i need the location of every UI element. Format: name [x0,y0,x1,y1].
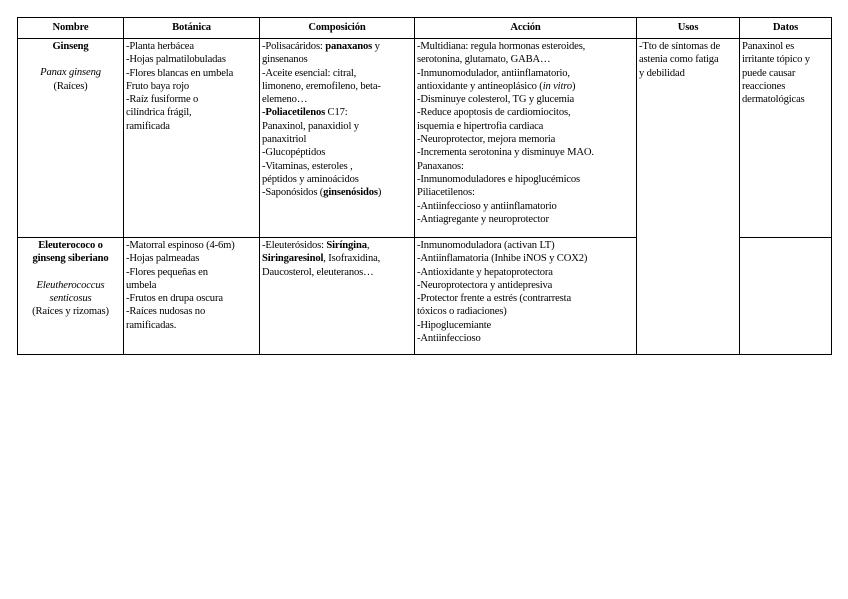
datos-line: dermatológicas [742,94,805,106]
scientific-name: Panax ginseng [40,67,101,79]
cell-botanica-ginseng [124,39,260,238]
accion-line: -Incrementa serotonina y disminuye MAO. [417,147,594,159]
composicion-line: Panaxinol, panaxidiol y [262,120,359,132]
composicion-line [262,186,412,199]
botanica-line: -Raíces nudosas no [126,306,206,318]
accion-line: -Disminuye colesterol, TG y glucemia [417,94,575,106]
accion-line: isquemia e hipertrofia cardiaca [417,120,544,132]
composicion-line: -Glucopéptidos [262,147,326,159]
composicion-line: Daucosterol, eleuteranos… [262,266,374,278]
composicion-line [262,106,412,119]
accion-line: serotonina, glutamato, GABA… [417,54,551,66]
accion-line: -Neuroprotector, mejora memoria [417,134,556,146]
text-run: antioxidante y antineoplásico ( [417,80,543,92]
usos-line: -Tto de síntomas de [639,41,721,52]
accion-line: tóxicos o radiaciones) [417,306,507,318]
header-nombre: Nombre [18,18,124,39]
plant-part: (Raíces y rizomas) [32,306,109,318]
text-run: ) [572,80,576,92]
composicion-line [262,40,412,53]
header-composicion: Composición [260,18,415,39]
botanica-line: -Hojas palmeadas [126,253,200,265]
header-botanica: Botánica [124,18,260,39]
plant-name: Ginseng [52,41,89,52]
datos-line: irritante tópico y [742,54,810,66]
accion-line: -Inmunomoduladores e hipoglucémicos [417,173,581,185]
header-row [18,18,832,39]
botanica-line: -Planta herbácea [126,41,194,52]
datos-line: puede causar [742,67,796,79]
plant-name: Eleuterococo o [38,240,103,251]
accion-line: -Antioxidante y hepatoprotectora [417,266,553,278]
accion-line: -Multidiana: regula hormonas esteroides, [417,41,586,52]
accion-line: -Protector frente a estrés (contrarresta [417,293,571,305]
cell-nombre-ginseng [18,39,124,238]
plant-name: ginseng siberiano [32,253,109,265]
composicion-line: -Vitaminas, esteroles , [262,160,353,172]
cell-nombre-eleuterococo [18,238,124,355]
accion-line: Panaxanos: [417,160,464,172]
cell-datos-ginseng [740,39,832,238]
botanica-line: cilíndrica frágil, [126,107,192,119]
scientific-name: senticosus [49,292,92,304]
cell-accion-ginseng [415,39,637,238]
composicion-line [262,239,412,252]
accion-line: -Hipoglucemiante [417,319,492,331]
accion-line: -Antiinflamatoria (Inhibe iNOS y COX2) [417,253,588,265]
text-run: -Eleuterósidos: [262,240,327,251]
bold-run: ginsenósidos [323,187,378,199]
accion-line: -Inmunomodulador, antiinflamatorio, [417,67,570,79]
cell-composicion-ginseng [260,39,415,238]
accion-line: Piliacetilenos: [417,187,475,199]
text-run: -Saponósidos ( [262,187,324,199]
cell-botanica-eleuterococo [124,238,260,355]
header-datos: Datos [740,18,832,39]
composicion-line [262,252,412,265]
composicion-line: limoneno, eremofileno, beta- [262,80,381,92]
text-run: ) [377,187,382,199]
cell-composicion-eleuterococo [260,238,415,355]
composicion-line: péptidos y aminoácidos [262,173,359,185]
accion-line: -Antiinfeccioso [417,333,481,345]
botanica-line: -Flores blancas en umbela [126,67,234,79]
plant-part: (Raíces) [53,80,88,92]
accion-line: -Antiinfeccioso y antiinflamatorio [417,200,557,212]
composicion-line: panaxitriol [262,134,307,146]
cell-datos-eleuterococo [740,238,832,355]
herbal-monograph-table [17,17,832,355]
datos-line: Panaxinol es [742,41,795,52]
accion-line: -Neuroprotectora y antidepresiva [417,279,553,291]
composicion-line: ginsenanos [262,54,308,66]
bold-run: panaxanos [325,41,373,52]
accion-line [417,80,634,93]
cell-accion-eleuterococo [415,238,637,355]
text-run: , Isofraxidina, [323,253,381,265]
botanica-line: -Matorral espinoso (4-6m) [126,240,235,251]
bold-run: Siringaresinol [262,253,324,265]
botanica-line: -Flores pequeñas en [126,266,208,278]
composicion-line: -Aceite esencial: citral, [262,67,357,79]
accion-line: -Antiagregante y neuroprotector [417,213,549,225]
bold-run: -Poliacetilenos [262,107,326,119]
text-run: -Polisacáridos: [262,41,326,52]
header-accion: Acción [415,18,637,39]
scientific-name: Eleutherococcus [36,279,105,291]
botanica-line: -Hojas palmatilobuladas [126,54,226,66]
accion-line: -Reduce apoptosis de cardiomiocitos, [417,107,571,119]
botanica-line: Fruto baya rojo [126,80,190,92]
usos-line: astenia como fatiga [639,54,719,66]
bold-run: Siríngina [326,240,367,251]
botanica-line: -Raíz fusiforme o [126,94,199,106]
table-row-ginseng [18,39,832,238]
botanica-line: ramificadas. [126,319,177,331]
header-usos: Usos [637,18,740,39]
text-run: y [372,41,380,52]
italic-run: in vitro [542,80,572,92]
botanica-line: umbela [126,279,157,291]
text-run: , [366,240,370,251]
composicion-line: elemeno… [262,94,308,106]
accion-line: -Inmunomoduladora (activan LT) [417,240,555,251]
cell-usos [637,39,740,355]
botanica-line: ramificada [126,120,170,132]
datos-line: reacciones [742,80,786,92]
botanica-line: -Frutos en drupa oscura [126,293,223,305]
text-run: C17: [325,107,348,119]
usos-line: y debilidad [639,67,685,79]
